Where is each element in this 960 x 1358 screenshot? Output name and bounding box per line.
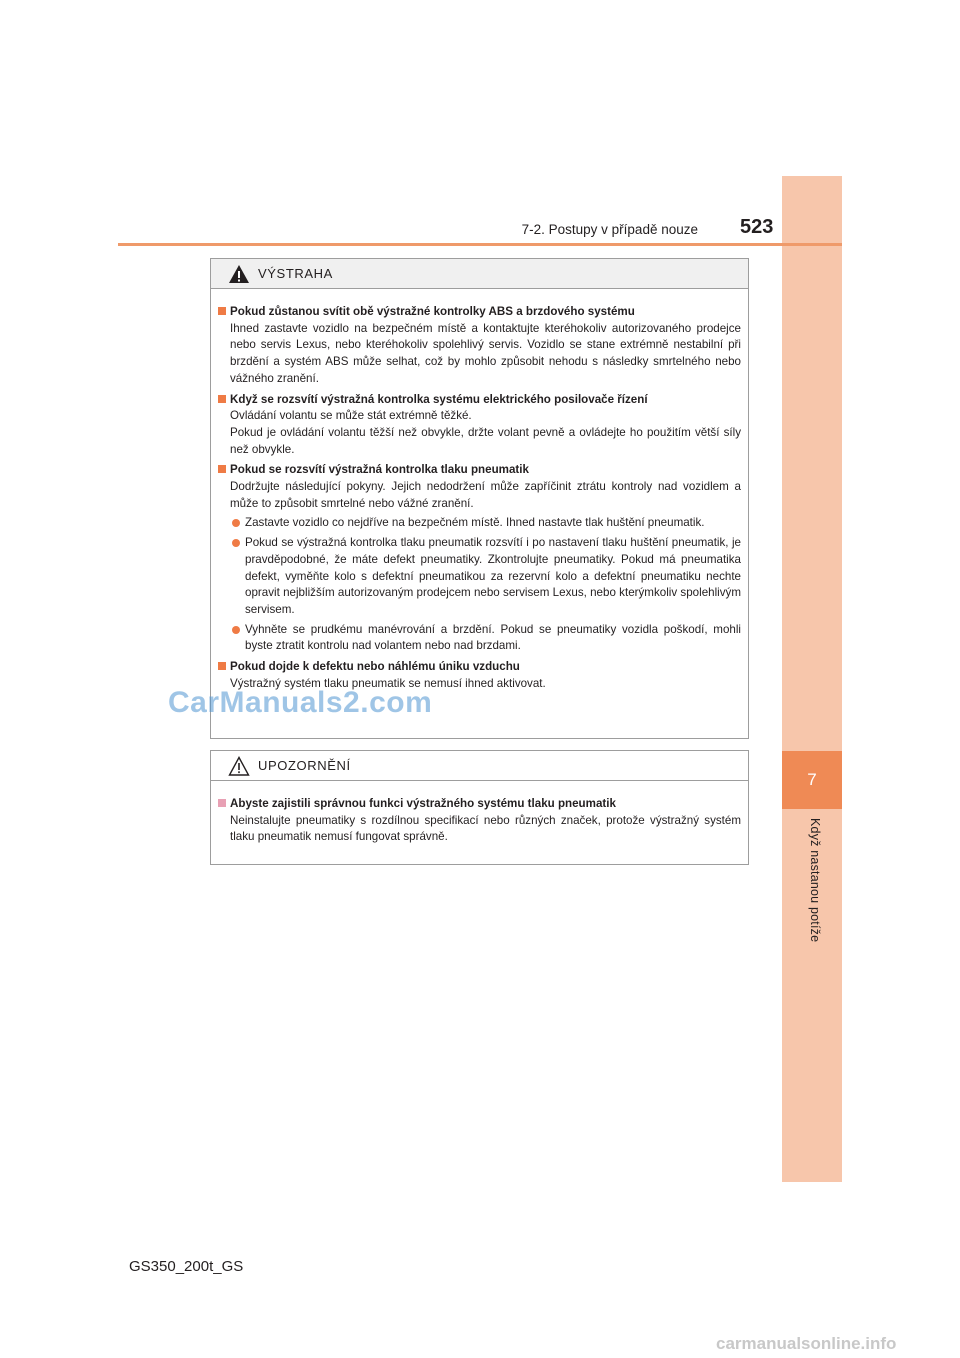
caution-box [210,750,749,865]
warning-header [211,259,748,289]
chapter-side-tab [782,176,842,1182]
warning-item-title: Pokud zůstanou svítit obě výstražné kontrolky ABS a brzdového systému [218,304,741,321]
warning-item-title: Když se rozsvítí výstražná kontrolka systému elektrického posilovače řízení [218,392,741,409]
square-bullet-icon [218,465,226,473]
header-divider [118,243,842,246]
caution-item-text: Neinstalujte pneumatiky s rozdílnou specifikací nebo různých značek, protože výstražný systém tlaku pneumatik nemusí fungovat správně. [230,813,741,844]
list-item: Zastavte vozidlo co nejdříve na bezpečném místě. Ihned nastavte tlak huštění pneumatik. [218,515,741,532]
square-bullet-icon [218,662,226,670]
warning-box [210,258,749,739]
footer-site: carmanualsonline.info [716,1334,897,1353]
caution-body [211,781,748,852]
watermark: CarManuals2.com [168,686,433,719]
warning-body [211,289,748,698]
page-number: 523 [740,216,774,238]
caution-triangle-icon [228,756,250,776]
footer-model: GS350_200t_GS [129,1258,244,1275]
square-bullet-icon [218,799,226,807]
warning-item-text: Dodržujte následující pokyny. Jejich nedodržení může zapříčinit ztrátu kontroly nad vozidlem a může to způsobit smrtelné nebo vážné zranění. [230,480,741,510]
round-bullet-icon [232,626,240,634]
chapter-number: 7 [782,751,842,809]
round-bullet-icon [232,539,240,547]
caution-item-title: Abyste zajistili správnou funkci výstražného systému tlaku pneumatik [218,796,741,813]
round-bullet-icon [232,519,240,527]
square-bullet-icon [218,395,226,403]
list-item: Vyhněte se prudkému manévrování a brzdění. Pokud se pneumatiky vozidla poškodí, mohli byste ztratit kontrolu nad volantem nebo nad brzdami. [218,622,741,655]
warning-item-text: Ovládání volantu se může stát extrémně těžké. Pokud je ovládání volantu těžší než obvykle, držte volant pevně a ovládejte ho použitím větší síly než obvykle. [230,409,741,456]
warning-item-title: Pokud dojde k defektu nebo náhlému úniku vzduchu [218,659,741,676]
warning-item-text: Ihned zastavte vozidlo na bezpečném místě a kontaktujte kteréhokoliv autorizovaného prodejce nebo servis Lexus, nebo kteréhokoliv spolehlivý servis. Vozidlo se stane extrémně nestabilní při brzdění a systém ABS může selhat, což by mohlo způsobit nehodu s následky smrtelného nebo vážného zranění. [230,321,741,385]
square-bullet-icon [218,307,226,315]
list-item: Pokud se výstražná kontrolka tlaku pneumatik rozsvítí i po nastavení tlaku huštění pneumatik, je pravděpodobné, že máte defekt pneumatiky. Zkontrolujte pneumatiky. Pokud má pneumatika defekt, vyměňte kolo s defektní pneumatikou za rezervní kolo a defektní pneumatiku nechte opravit nejbližším autorizovaným prodejcem nebo servisem Lexus, nebo kterýmkoliv spolehlivým servisem. [218,535,741,619]
caution-header [211,751,748,781]
warning-heading: VÝSTRAHA [258,266,333,281]
section-title: 7-2. Postupy v případě nouze [521,222,698,237]
warning-item-text: Výstražný systém tlaku pneumatik se nemusí ihned aktivovat. [230,676,546,690]
warning-triangle-icon [228,264,250,284]
chapter-title: Když nastanou potíže [808,818,822,943]
warning-item-title: Pokud se rozsvítí výstražná kontrolka tlaku pneumatik [218,462,741,479]
caution-heading: UPOZORNĚNÍ [258,758,351,773]
